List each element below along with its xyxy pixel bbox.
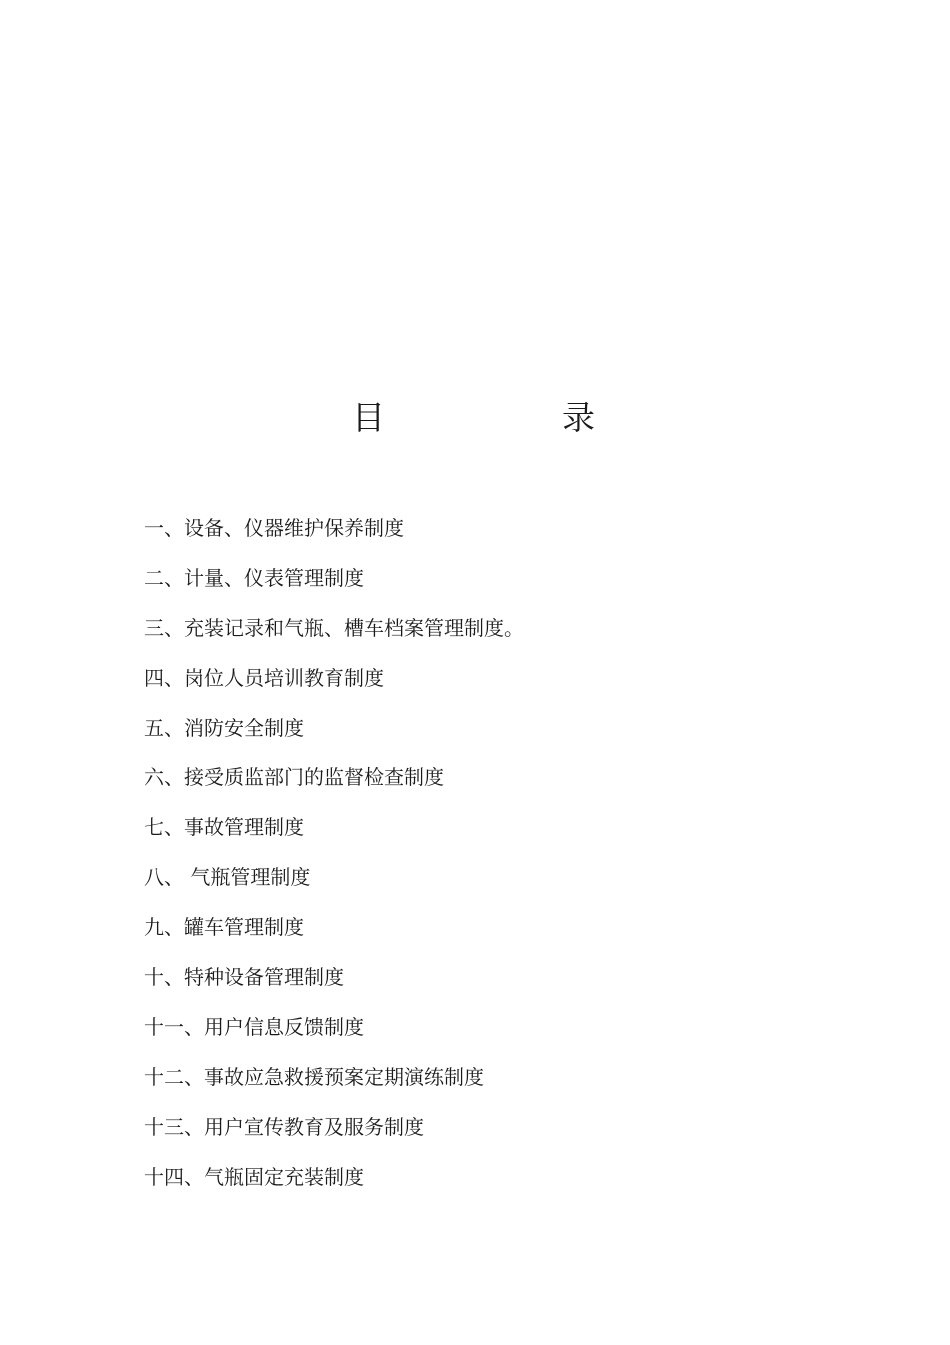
toc-item-13: 十三、用户宣传教育及服务制度 <box>144 1114 424 1139</box>
toc-item-4: 四、岗位人员培训教育制度 <box>144 665 384 690</box>
toc-item-11: 十一、用户信息反馈制度 <box>144 1014 364 1039</box>
toc-item-6: 六、接受质监部门的监督检查制度 <box>144 765 444 790</box>
toc-item-10: 十、特种设备管理制度 <box>144 965 344 990</box>
toc-item-14: 十四、气瓶固定充装制度 <box>144 1164 364 1189</box>
toc-heading-char-2: 录 <box>562 398 595 437</box>
toc-item-2: 二、计量、仪表管理制度 <box>144 565 364 590</box>
toc-heading-char-1: 目 <box>352 398 385 437</box>
toc-item-9: 九、罐车管理制度 <box>144 915 304 940</box>
toc-item-5: 五、消防安全制度 <box>144 715 304 740</box>
toc-item-8: 八、 气瓶管理制度 <box>144 865 311 890</box>
toc-item-7: 七、事故管理制度 <box>144 815 304 840</box>
toc-list <box>144 510 844 1208</box>
toc-item-3: 三、充装记录和气瓶、槽车档案管理制度。 <box>144 615 524 640</box>
toc-heading <box>0 398 950 442</box>
toc-item-1: 一、设备、仪器维护保养制度 <box>144 516 404 540</box>
toc-item-12: 十二、事故应急救援预案定期演练制度 <box>144 1064 484 1089</box>
